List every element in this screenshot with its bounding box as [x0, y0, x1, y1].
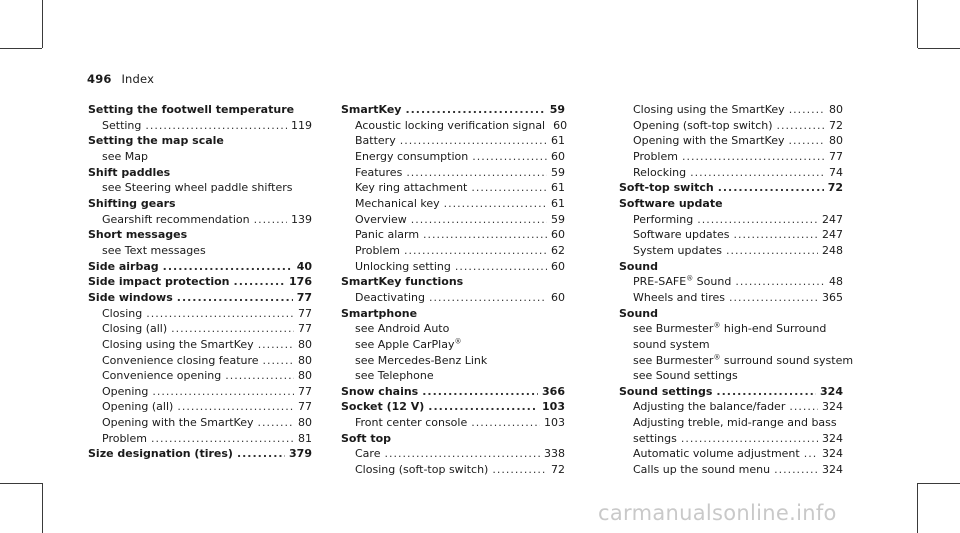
leader-dots [405, 102, 545, 118]
entry-label: PRE-SAFE® Sound [633, 274, 732, 289]
entry-label: Smartphone [341, 306, 418, 320]
index-subentry [619, 133, 843, 149]
entry-label: Sound [619, 259, 659, 273]
entry-label: Side impact protection [88, 275, 230, 289]
page-ref: 80 [829, 134, 843, 148]
entry-label: Closing (all) [102, 322, 168, 336]
entry-label: Adjusting treble, mid-range and bass [633, 416, 837, 430]
leader-dots [237, 446, 285, 462]
leader-dots [444, 196, 547, 212]
index-subentry [619, 149, 843, 165]
index-entry [619, 180, 843, 196]
section-title: Index [121, 72, 155, 86]
entry-label: Closing (soft-top switch) [355, 463, 489, 477]
leader-dots [729, 290, 818, 306]
leader-dots [682, 149, 825, 165]
entry-label: settings [633, 431, 677, 445]
entry-label: Sound settings [619, 384, 713, 398]
index-entry [341, 399, 565, 415]
index-subentry [341, 446, 565, 462]
entry-label: Deactivating [355, 290, 425, 304]
index-subentry [619, 415, 843, 431]
entry-label: Side windows [88, 290, 173, 304]
crop-mark [917, 0, 918, 48]
index-entry [619, 196, 843, 212]
leader-dots [152, 384, 294, 400]
entry-label: Soft top [341, 431, 392, 445]
index-entry [341, 274, 565, 290]
page-ref: 103 [542, 400, 565, 414]
page-ref: 59 [551, 212, 565, 226]
leader-dots [406, 165, 547, 181]
index-subentry [619, 399, 843, 415]
leader-dots [492, 462, 547, 478]
index-subentry [88, 431, 312, 447]
entry-label: see Steering wheel paddle shifters [102, 181, 293, 195]
index-subentry [619, 118, 843, 134]
entry-label: SmartKey [341, 103, 402, 116]
index-subentry [619, 337, 843, 353]
entry-label: Opening (all) [102, 400, 174, 414]
page-ref: 59 [549, 103, 565, 116]
crop-mark [42, 0, 43, 48]
entry-label: Opening with the SmartKey [633, 134, 785, 148]
page-ref: 80 [298, 353, 312, 367]
crop-mark [0, 483, 42, 484]
index-subentry [341, 243, 565, 259]
index-column-1 [88, 102, 312, 462]
index-entry [341, 431, 565, 447]
page-ref: 338 [544, 447, 565, 461]
index-entry [619, 306, 843, 322]
leader-dots [258, 415, 295, 431]
leader-dots [171, 321, 294, 337]
entry-label: Convenience closing feature [102, 353, 259, 367]
index-entry [88, 446, 312, 462]
entry-label: Opening [102, 384, 149, 398]
entry-label: see Burmester® surround sound system [633, 352, 854, 367]
entry-label: Battery [355, 134, 396, 148]
index-subentry [619, 243, 843, 259]
leader-dots [789, 133, 826, 149]
entry-label: Software updates [633, 228, 730, 242]
leader-dots [177, 290, 293, 306]
leader-dots [422, 384, 538, 400]
index-subentry [619, 431, 843, 447]
index-subentry [88, 306, 312, 322]
leader-dots [146, 306, 294, 322]
entry-label: Closing [102, 306, 143, 320]
leader-dots [472, 149, 547, 165]
page-ref: 80 [829, 103, 843, 116]
leader-dots [404, 243, 547, 259]
entry-label: Opening (soft-top switch) [633, 118, 773, 132]
leader-dots [258, 337, 294, 353]
index-subentry [619, 165, 843, 181]
index-subentry [341, 337, 565, 353]
entry-label: Acoustic locking verification signal [355, 118, 546, 132]
page-ref: 48 [829, 275, 843, 289]
entry-label: Snow chains [341, 384, 419, 398]
leader-dots [471, 180, 547, 196]
entry-label: Wheels and tires [633, 290, 726, 304]
index-entry [341, 306, 565, 322]
entry-label: Performing [633, 212, 694, 226]
index-subentry [619, 274, 843, 290]
index-subentry [341, 149, 565, 165]
index-subentry [88, 243, 312, 259]
leader-dots [690, 165, 825, 181]
entry-label: see Apple CarPlay® [355, 337, 462, 351]
page-ref: 59 [551, 165, 565, 179]
index-subentry [619, 290, 843, 306]
entry-label: see Map [102, 149, 148, 163]
index-subentry [341, 415, 565, 431]
page-ref: 365 [822, 290, 843, 304]
leader-dots [718, 180, 824, 196]
page-ref: 77 [829, 149, 843, 163]
leader-dots [177, 399, 294, 415]
index-subentry [619, 446, 843, 462]
entry-label: see Mercedes-Benz Link [355, 353, 488, 367]
leader-dots [234, 274, 286, 290]
page-ref: 379 [289, 447, 312, 461]
index-entry [341, 102, 565, 118]
entry-label: Energy consumption [355, 149, 469, 163]
index-subentry [88, 321, 312, 337]
index-subentry [88, 180, 312, 196]
entry-label: Key ring attachment [355, 181, 468, 195]
entry-label: Problem [355, 243, 400, 257]
leader-dots [735, 274, 825, 290]
entry-label: Problem [102, 431, 147, 445]
page-ref: 72 [829, 118, 843, 132]
page-ref: 80 [298, 369, 312, 383]
entry-label: sound system [633, 337, 710, 351]
page-ref: 81 [298, 431, 312, 445]
leader-dots [733, 227, 818, 243]
entry-label: Side airbag [88, 259, 159, 273]
page-ref: 324 [822, 400, 843, 414]
entry-label: SmartKey functions [341, 275, 464, 289]
page-ref: 247 [822, 212, 843, 226]
leader-dots [455, 259, 547, 275]
entry-label: Setting [102, 118, 142, 132]
index-entry [88, 227, 312, 243]
leader-dots [400, 133, 547, 149]
index-subentry [619, 212, 843, 228]
crop-mark [917, 483, 918, 533]
entry-label: Care [355, 447, 381, 461]
index-entry [88, 290, 312, 306]
index-subentry [88, 384, 312, 400]
entry-label: Relocking [633, 165, 687, 179]
page-ref: 61 [551, 134, 565, 148]
leader-dots [804, 446, 818, 462]
index-subentry [88, 368, 312, 384]
page-ref: 324 [822, 463, 843, 477]
index-entry [88, 102, 312, 118]
entry-label: Front center console [355, 416, 468, 430]
leader-dots [254, 212, 287, 228]
leader-dots [384, 446, 540, 462]
page-ref: 247 [822, 228, 843, 242]
leader-dots [429, 290, 547, 306]
index-subentry [619, 321, 843, 337]
entry-label: Automatic volume adjustment [633, 447, 800, 461]
index-entry [619, 384, 843, 400]
page-number: 496 [87, 72, 112, 86]
entry-label: Setting the footwell temperature [88, 103, 295, 116]
page-ref: 80 [298, 416, 312, 430]
entry-label: Panic alarm [355, 228, 420, 242]
page-ref: 60 [551, 290, 565, 304]
page-ref: 176 [289, 275, 312, 289]
index-subentry [341, 196, 565, 212]
index-subentry [341, 368, 565, 384]
leader-dots [411, 212, 547, 228]
index-subentry [341, 212, 565, 228]
index-column-2 [341, 102, 568, 478]
index-subentry [88, 415, 312, 431]
entry-label: Sound [619, 306, 659, 320]
entry-label: Convenience opening [102, 369, 222, 383]
page-ref: 366 [542, 384, 565, 398]
entry-label: Closing using the SmartKey [102, 337, 254, 351]
index-entry [88, 196, 312, 212]
index-subentry [341, 180, 565, 196]
index-subentry [341, 321, 565, 337]
page-ref: 80 [298, 337, 312, 351]
page-ref: 77 [298, 384, 312, 398]
page-ref: 60 [553, 118, 568, 132]
index-subentry [341, 118, 568, 134]
page-ref: 77 [298, 306, 312, 320]
entry-label: Soft-top switch [619, 181, 714, 195]
crop-mark [42, 483, 43, 533]
entry-label: Calls up the sound menu [633, 463, 771, 477]
entry-label: Closing using the SmartKey [633, 103, 785, 116]
crop-mark [918, 483, 960, 484]
entry-label: System updates [633, 243, 723, 257]
leader-dots [681, 431, 818, 447]
page-ref: 103 [544, 416, 565, 430]
index-entry [619, 259, 843, 275]
entry-label: Mechanical key [355, 196, 440, 210]
page-ref: 77 [298, 322, 312, 336]
page-ref: 61 [551, 196, 565, 210]
index-entry [88, 259, 312, 275]
leader-dots [145, 118, 287, 134]
leader-dots [777, 118, 825, 134]
entry-label: Problem [633, 149, 678, 163]
index-entry [341, 384, 565, 400]
entry-label: Opening with the SmartKey [102, 416, 254, 430]
leader-dots [774, 462, 818, 478]
page-ref: 60 [551, 228, 565, 242]
entry-label: see Telephone [355, 369, 434, 383]
index-subentry [619, 462, 843, 478]
index-entry [88, 274, 312, 290]
crop-mark [918, 48, 960, 49]
leader-dots [789, 399, 818, 415]
entry-label: see Android Auto [355, 322, 450, 336]
leader-dots [726, 243, 818, 259]
leader-dots [225, 368, 294, 384]
watermark: carmanualsonline.info [598, 501, 837, 525]
index-subentry [619, 352, 854, 369]
entry-label: Short messages [88, 228, 188, 242]
entry-label: see Sound settings [633, 369, 738, 383]
entry-label: see Text messages [102, 243, 206, 257]
leader-dots [716, 384, 816, 400]
index-entry [88, 165, 312, 181]
page-ref: 324 [820, 384, 843, 398]
entry-label: Gearshift recommendation [102, 212, 250, 226]
index-entry [88, 133, 312, 149]
leader-dots [423, 227, 547, 243]
index-subentry [341, 227, 565, 243]
page-ref: 324 [822, 447, 843, 461]
page-ref: 248 [822, 243, 843, 257]
leader-dots [151, 431, 294, 447]
page-ref: 60 [551, 259, 565, 273]
index-column-3 [619, 102, 854, 478]
entry-label: Shifting gears [88, 196, 176, 210]
page-ref: 62 [551, 243, 565, 257]
page-ref: 139 [291, 212, 312, 226]
index-subentry [88, 149, 312, 165]
page-ref: 324 [822, 431, 843, 445]
leader-dots [428, 399, 538, 415]
leader-dots [789, 102, 825, 118]
entry-label: Socket (12 V) [341, 400, 425, 414]
leader-dots [163, 259, 293, 275]
index-subentry [619, 368, 843, 384]
index-subentry [341, 259, 565, 275]
index-subentry [619, 102, 843, 118]
page-ref: 77 [298, 400, 312, 414]
crop-mark [0, 48, 42, 49]
page-ref: 74 [829, 165, 843, 179]
page-ref: 40 [296, 259, 312, 273]
index-subentry [619, 227, 843, 243]
entry-label: Adjusting the balance/fader [633, 400, 786, 414]
index-subentry [88, 353, 312, 369]
leader-dots [697, 212, 818, 228]
leader-dots [471, 415, 540, 431]
entry-label: see Burmester® high-end Surround [633, 321, 827, 336]
entry-label: Size designation (tires) [88, 447, 233, 461]
index-subentry [341, 290, 565, 306]
index-subentry [88, 337, 312, 353]
index-subentry [341, 462, 565, 478]
entry-label: Setting the map scale [88, 134, 224, 148]
page-ref: 60 [551, 149, 565, 163]
entry-label: Overview [355, 212, 407, 226]
page-ref: 72 [551, 463, 565, 477]
page-ref: 61 [551, 181, 565, 195]
entry-label: Features [355, 165, 403, 179]
index-subentry [341, 353, 565, 369]
index-subentry [88, 118, 312, 134]
index-subentry [341, 165, 565, 181]
entry-label: Unlocking setting [355, 259, 451, 273]
index-subentry [88, 399, 312, 415]
index-subentry [88, 212, 312, 228]
page-ref: 72 [827, 181, 843, 195]
entry-label: Software update [619, 196, 723, 210]
entry-label: Shift paddles [88, 165, 171, 179]
page-ref: 119 [291, 118, 312, 132]
leader-dots [263, 353, 294, 369]
index-subentry [341, 133, 565, 149]
page-header [87, 72, 154, 86]
page-ref: 77 [296, 290, 312, 304]
